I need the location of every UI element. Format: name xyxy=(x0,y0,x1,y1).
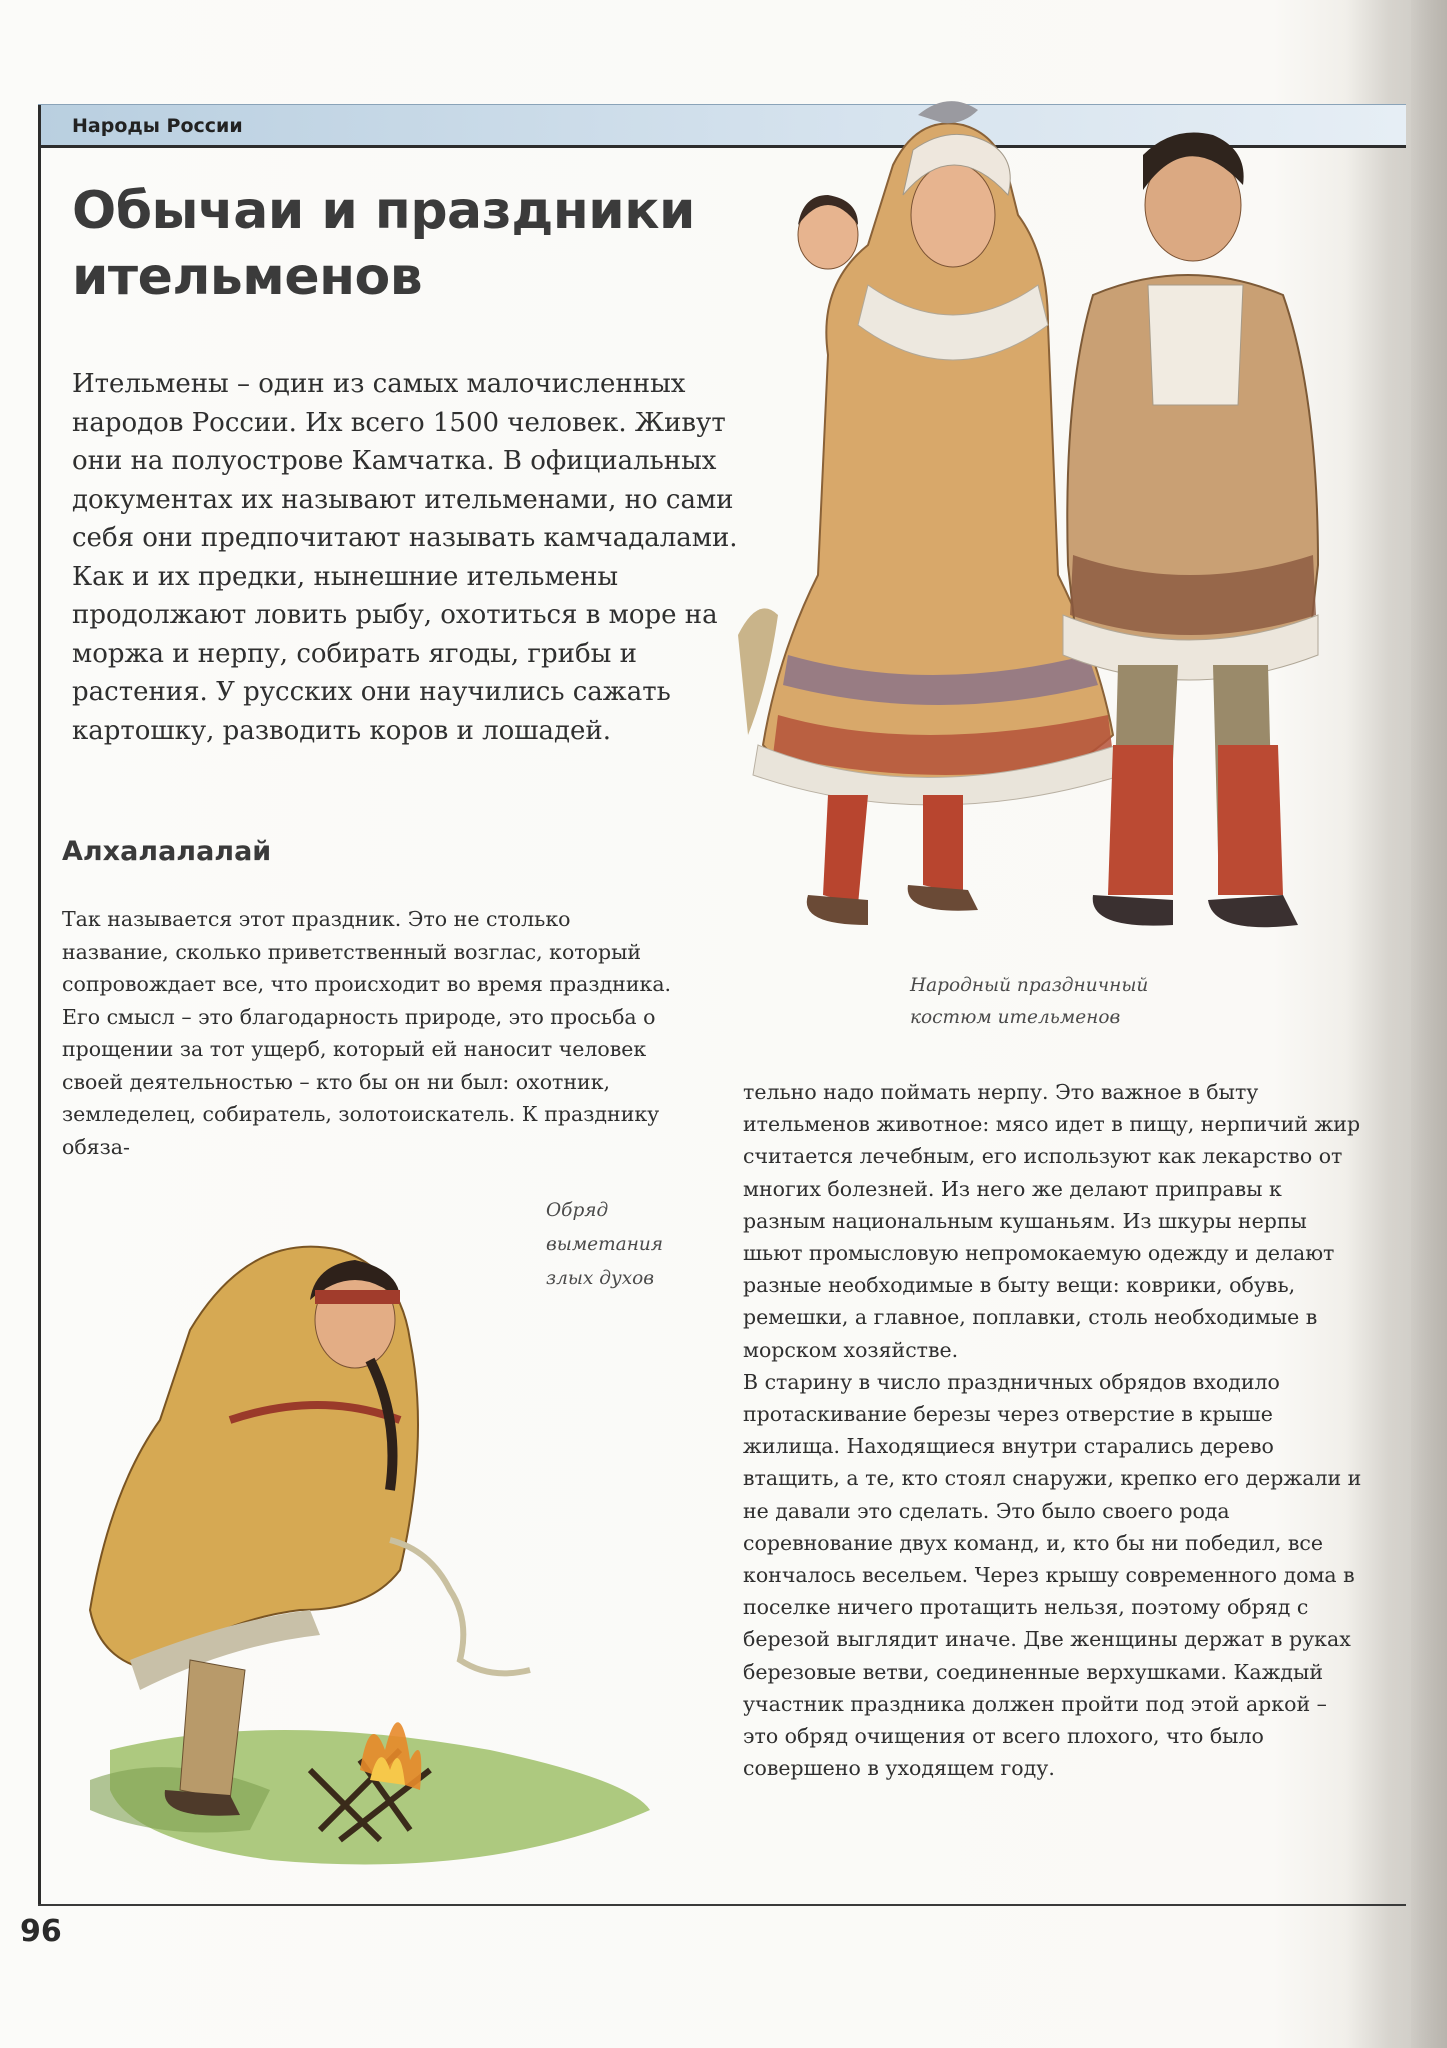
body-right-paragraph-2: В старину в число праздничных обрядов входило протаскивание березы через отверстие в крыше жилища. Находящиеся внутри старались дерево втащить, а те, кто стоял снаружи, крепко его держали и не давали это сделать. Это было своего рода соревнование двух команд, и, кто бы ни победил, все кончалось весельем. Через крышу современного дома в поселке ничего протащить нельзя, поэтому обряд с березой выглядит иначе. Две женщины держат в руках березовые ветви, соединенные верхушками. Каждый участник праздника должен пройти под этой аркой – это обряд очищения от всего плохого, что было совершено в уходящем году. xyxy=(743,1369,1362,1781)
subheading: Алхалалалай xyxy=(62,836,272,867)
woman-figure xyxy=(738,101,1123,925)
page-number: 96 xyxy=(20,1914,62,1949)
left-frame-rule xyxy=(38,105,41,1905)
section-label: Народы России xyxy=(72,115,243,137)
man-figure xyxy=(1063,133,1318,928)
body-right-column xyxy=(743,1076,1368,1784)
intro-paragraph: Ительмены – один из самых малочисленных народов России. Их всего 1500 человек. Живут они на полуострове Камчатка. В официальных документах их называют ительменами, но сами себя они предпочитают называть камчадалами. Как и их предки, нынешние ительмены продолжают ловить рыбу, охотиться в море на моржа и нерпу, собирать ягоды, грибы и растения. У русских они научились сажать картошку, разводить коров и лошадей. xyxy=(72,369,738,746)
body-left-column: Так называется этот праздник. Это не столько название, сколько приветственный возглас, который сопровождает все, что происходит во время праздника. Его смысл – это благодарность природе, это просьба о прощении за тот ущерб, который ей наносит человек своей деятельностью – кто бы он ни был: охотник, земледелец, собиратель, золотоискатель. К празднику обяза- xyxy=(62,907,672,1159)
ritual-illustration xyxy=(70,1190,670,1870)
footer-rule xyxy=(38,1904,1406,1906)
costume-caption: Народный праздничный костюм ительменов xyxy=(910,975,1149,1028)
page-title: Обычаи и праздники ительменов xyxy=(72,181,695,307)
page-binding-shadow xyxy=(1411,0,1447,2048)
body-right-paragraph-1: тельно надо поймать нерпу. Это важное в быту ительменов животное: мясо идет в пищу, нерпичий жир считается лечебным, его используют как лекарство от многих болезней. Из него же делают приправы к разным национальным кушаньям. Из шкуры нерпы шьют промысловую непромокаемую одежду и делают разные необходимые в быту вещи: коврики, обувь, ремешки, а главное, поплавки, столь необходимые в морском хозяйстве. xyxy=(743,1080,1361,1362)
ritual-caption: Обряд выметания злых духов xyxy=(546,1200,664,1289)
costume-illustration xyxy=(718,95,1398,975)
